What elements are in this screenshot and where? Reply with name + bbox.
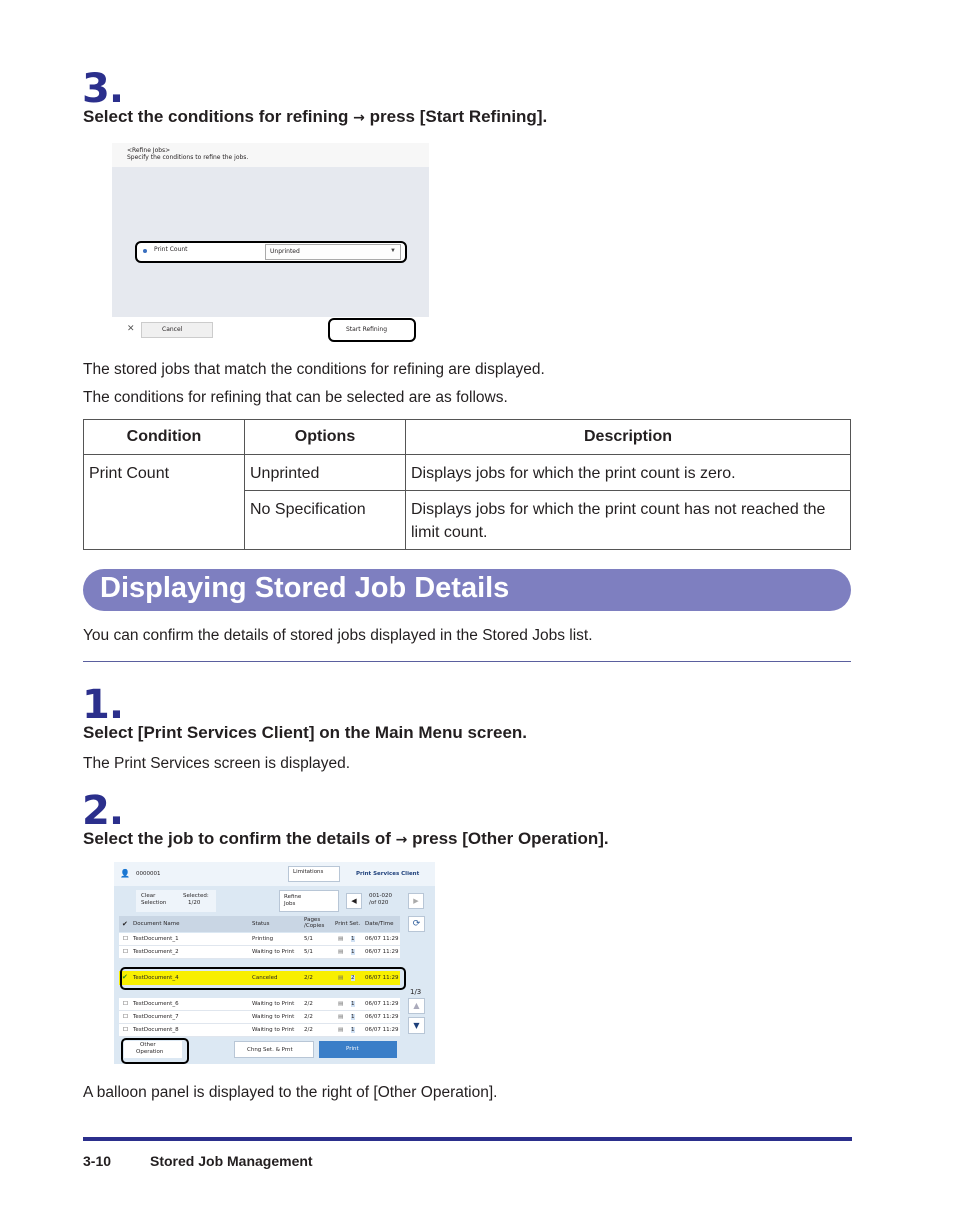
row-checkbox[interactable]: ☐ xyxy=(123,936,128,942)
row-document-name: TestDocument_1 xyxy=(133,936,179,942)
col-document-name: Document Name xyxy=(133,921,180,927)
row-date-time: 06/07 11:29 xyxy=(365,1027,399,1033)
print-count-row[interactable] xyxy=(135,241,407,263)
step-2-number: 2. xyxy=(82,788,124,834)
step-2-title-a: Select the job to confirm the details of xyxy=(83,829,391,848)
step-1-para: The Print Services screen is displayed. xyxy=(83,755,351,772)
selected-line-1: Selected: xyxy=(183,893,209,899)
step-2-title-b: press [Other Operation]. xyxy=(412,829,609,848)
refine-jobs-screenshot xyxy=(112,143,429,345)
top-bar xyxy=(114,862,435,886)
row-document-name: TestDocument_6 xyxy=(133,1001,179,1007)
page-number: 3-10 xyxy=(83,1153,112,1169)
table-row xyxy=(84,455,851,491)
row-document-name: TestDocument_8 xyxy=(133,1027,179,1033)
change-settings-print-button[interactable]: Chng Set. & Prnt xyxy=(234,1041,314,1058)
col-pages-2: /Copies xyxy=(304,923,325,929)
step-3-para-1: The stored jobs that match the conditions for refining are displayed. xyxy=(83,361,545,378)
list-header xyxy=(119,916,400,932)
selected-check-icon[interactable]: ✔ xyxy=(122,973,128,981)
scroll-up-button[interactable]: ▲ xyxy=(408,998,425,1014)
header-options: Options xyxy=(245,420,406,455)
row-status: Printing xyxy=(252,936,274,942)
step-2-para: A balloon panel is displayed to the right of [Other Operation]. xyxy=(83,1084,498,1101)
col-print-settings: Print Set. xyxy=(335,921,361,927)
row-pages: 5/1 xyxy=(304,936,313,942)
selected-row-highlight xyxy=(120,967,406,990)
row-checkbox[interactable]: ☐ xyxy=(123,949,128,955)
scroll-down-button[interactable]: ▼ xyxy=(408,1017,425,1034)
refine-jobs-button[interactable] xyxy=(279,890,339,912)
row-pages: 2/2 xyxy=(304,1014,313,1020)
other-line-2: Operation xyxy=(136,1049,164,1055)
print-count-select[interactable] xyxy=(265,244,401,260)
prev-page-button[interactable]: ◀ xyxy=(346,893,362,909)
printer-icon: ▤ xyxy=(338,949,344,955)
step-3-number: 3. xyxy=(82,66,124,112)
row-date-time: 06/07 11:29 xyxy=(365,936,399,942)
refine-conditions-panel xyxy=(112,167,429,317)
table-row[interactable] xyxy=(119,933,400,946)
refine-jobs-header xyxy=(112,143,429,167)
refine-conditions-table xyxy=(83,419,851,550)
section-divider xyxy=(83,661,851,662)
table-row[interactable] xyxy=(119,998,400,1011)
dropdown-arrow-icon: ▼ xyxy=(390,248,396,254)
step-3-title-a: Select the conditions for refining xyxy=(83,107,349,126)
page-indicator: 1/3 xyxy=(410,988,422,996)
row-document-name: TestDocument_2 xyxy=(133,949,179,955)
description-cell: Displays jobs for which the print count is zero. xyxy=(406,455,851,491)
refresh-button[interactable]: ⟳ xyxy=(408,916,425,932)
row-pages: 2/2 xyxy=(304,1001,313,1007)
range-line-1: 001-020 xyxy=(369,893,392,899)
step-2-title xyxy=(83,829,609,849)
step-1-number: 1. xyxy=(82,682,124,728)
row-date-time: 06/07 11:29 xyxy=(365,1014,399,1020)
description-cell: Displays jobs for which the print count has not reached the limit count. xyxy=(406,491,851,550)
col-status: Status xyxy=(252,921,270,927)
header-condition: Condition xyxy=(84,420,245,455)
row-status: Waiting to Print xyxy=(252,1001,295,1007)
refine-jobs-title: <Refine Jobs> xyxy=(127,147,171,154)
print-button[interactable] xyxy=(319,1041,397,1058)
printer-icon: ▤ xyxy=(338,936,344,942)
row-checkbox[interactable]: ☐ xyxy=(123,1014,128,1020)
print-count-value: Unprinted xyxy=(270,248,300,255)
row-date-time: 06/07 11:29 xyxy=(365,1001,399,1007)
row-date-time: 06/07 11:29 xyxy=(365,949,399,955)
row-print-set: 1 xyxy=(351,1027,355,1033)
row-checkbox[interactable]: ☐ xyxy=(123,1027,128,1033)
row-pages: 2/2 xyxy=(304,1027,313,1033)
print-services-screenshot xyxy=(114,862,435,1064)
row-print-set: 1 xyxy=(351,949,355,955)
section-banner xyxy=(83,569,851,611)
arrow-icon: → xyxy=(395,832,408,848)
cancel-button[interactable]: Cancel xyxy=(141,322,213,338)
row-print-set: 2 xyxy=(351,975,355,981)
step-3-para-2: The conditions for refining that can be selected are as follows. xyxy=(83,389,508,406)
option-cell: Unprinted xyxy=(245,455,406,491)
printer-icon: ▤ xyxy=(338,1027,344,1033)
printer-icon: ▤ xyxy=(338,1001,344,1007)
print-count-label: Print Count xyxy=(154,246,188,253)
selected-count xyxy=(183,893,209,907)
other-line-1: Other xyxy=(140,1042,156,1048)
row-date-time: 06/07 11:29 xyxy=(365,975,399,981)
other-operation-highlight xyxy=(121,1038,189,1064)
refine-line-1: Refine xyxy=(284,894,302,900)
printer-icon: ▤ xyxy=(338,975,344,981)
table-row[interactable] xyxy=(119,1011,400,1024)
check-all-icon[interactable]: ✔ xyxy=(122,920,128,928)
table-header-row xyxy=(84,420,851,455)
limitations-button[interactable]: Limitations xyxy=(288,866,340,882)
row-print-set: 1 xyxy=(351,1001,355,1007)
print-label: Print xyxy=(346,1046,359,1052)
printer-icon: ▤ xyxy=(338,1014,344,1020)
range-line-2: /of 020 xyxy=(369,900,389,906)
row-status: Canceled xyxy=(252,975,278,981)
table-row[interactable] xyxy=(119,946,400,959)
row-checkbox[interactable]: ☐ xyxy=(123,1001,128,1007)
condition-cell: Print Count xyxy=(84,455,245,550)
footer-rule xyxy=(83,1137,852,1141)
selected-line-2: 1/20 xyxy=(188,900,201,906)
row-print-set: 1 xyxy=(351,1014,355,1020)
page-range xyxy=(369,893,392,907)
section-title: Displaying Stored Job Details xyxy=(100,572,510,604)
col-date-time: Date/Time xyxy=(365,921,394,927)
step-3-title xyxy=(83,107,547,127)
row-status: Waiting to Print xyxy=(252,1014,295,1020)
header-description: Description xyxy=(406,420,851,455)
row-print-set: 1 xyxy=(351,936,355,942)
close-icon: ✕ xyxy=(127,323,135,333)
step-1-title: Select [Print Services Client] on the Main Menu screen. xyxy=(83,723,528,742)
col-pages xyxy=(304,917,324,929)
user-id: 0000001 xyxy=(136,871,161,877)
table-row[interactable] xyxy=(119,1024,400,1037)
app-title: Print Services Client xyxy=(356,871,420,877)
section-intro: You can confirm the details of stored jobs displayed in the Stored Jobs list. xyxy=(83,627,593,644)
row-pages: 2/2 xyxy=(304,975,313,981)
row-pages: 5/1 xyxy=(304,949,313,955)
row-document-name: TestDocument_7 xyxy=(133,1014,179,1020)
arrow-icon: → xyxy=(353,110,365,126)
refine-jobs-instruction: Specify the conditions to refine the jobs. xyxy=(127,154,249,161)
footer-section-title: Stored Job Management xyxy=(150,1153,313,1169)
bullet-icon xyxy=(143,249,147,253)
clear-line-2: Selection xyxy=(141,900,167,906)
clear-line-1: Clear xyxy=(141,893,156,899)
col-pages-1: Pages xyxy=(304,917,321,923)
row-status: Waiting to Print xyxy=(252,1027,295,1033)
user-icon: 👤 xyxy=(120,869,130,878)
option-cell: No Specification xyxy=(245,491,406,550)
next-page-button[interactable]: ▶ xyxy=(408,893,424,909)
step-3-title-b: press [Start Refining]. xyxy=(369,107,548,126)
row-document-name: TestDocument_4 xyxy=(133,975,179,981)
start-refining-button[interactable]: Start Refining xyxy=(328,318,416,342)
row-status: Waiting to Print xyxy=(252,949,295,955)
refine-line-2: Jobs xyxy=(284,901,296,907)
